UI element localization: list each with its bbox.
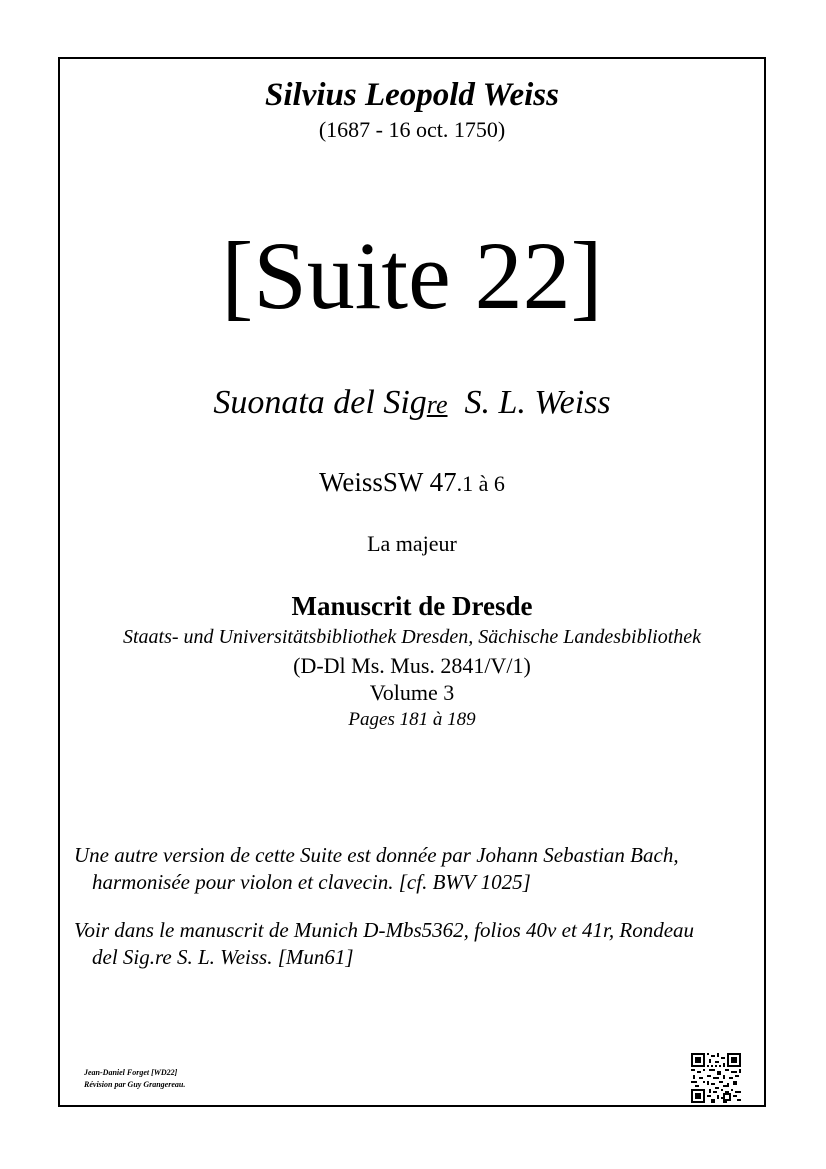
subtitle [60, 384, 764, 422]
page-range: Pages 181 à 189 [348, 709, 476, 730]
composer-name: Silvius Leopold Weiss [265, 77, 559, 113]
catalog-range: .1 à 6 [456, 471, 505, 496]
note2-line2: del Sig.re S. L. Weiss. [Mun61] [92, 945, 354, 969]
library-name: Staats- und Universitätsbibliothek Dresden, Sächische Landesbibliothek [122, 626, 702, 648]
subtitle-superscript: re [426, 390, 448, 419]
page-frame [58, 57, 766, 1107]
note-bach-version [74, 842, 750, 896]
credits [84, 1067, 185, 1091]
qr-code-icon [691, 1053, 741, 1103]
credit-author: Jean-Daniel Forget [WD22] [84, 1068, 178, 1077]
catalog-main: WeissSW 47 [319, 467, 457, 497]
page-title: [Suite 22] [221, 222, 603, 329]
note2-line1: Voir dans le manuscrit de Munich D-Mbs5362, folios 40v et 41r, Rondeau [74, 918, 695, 942]
credit-revision: Révision par Guy Grangereau. [84, 1080, 186, 1089]
composer-dates: (1687 - 16 oct. 1750) [318, 117, 506, 142]
note1-line1: Une autre version de cette Suite est donnée par Johann Sebastian Bach, [74, 843, 679, 867]
note1-line2: harmonisée pour violon et clavecin. [cf. BWV 1025] [92, 870, 531, 894]
musical-key: La majeur [367, 531, 457, 556]
volume: Volume 3 [369, 680, 455, 705]
manuscript-title: Manuscrit de Dresde [291, 591, 533, 621]
shelfmark: (D-Dl Ms. Mus. 2841/V/1) [293, 653, 531, 678]
catalog-number [60, 467, 764, 498]
note-munich-manuscript [74, 917, 750, 971]
subtitle-suffix: S. L. Weiss [464, 384, 611, 421]
subtitle-prefix: Suonata del Sig [213, 384, 427, 421]
